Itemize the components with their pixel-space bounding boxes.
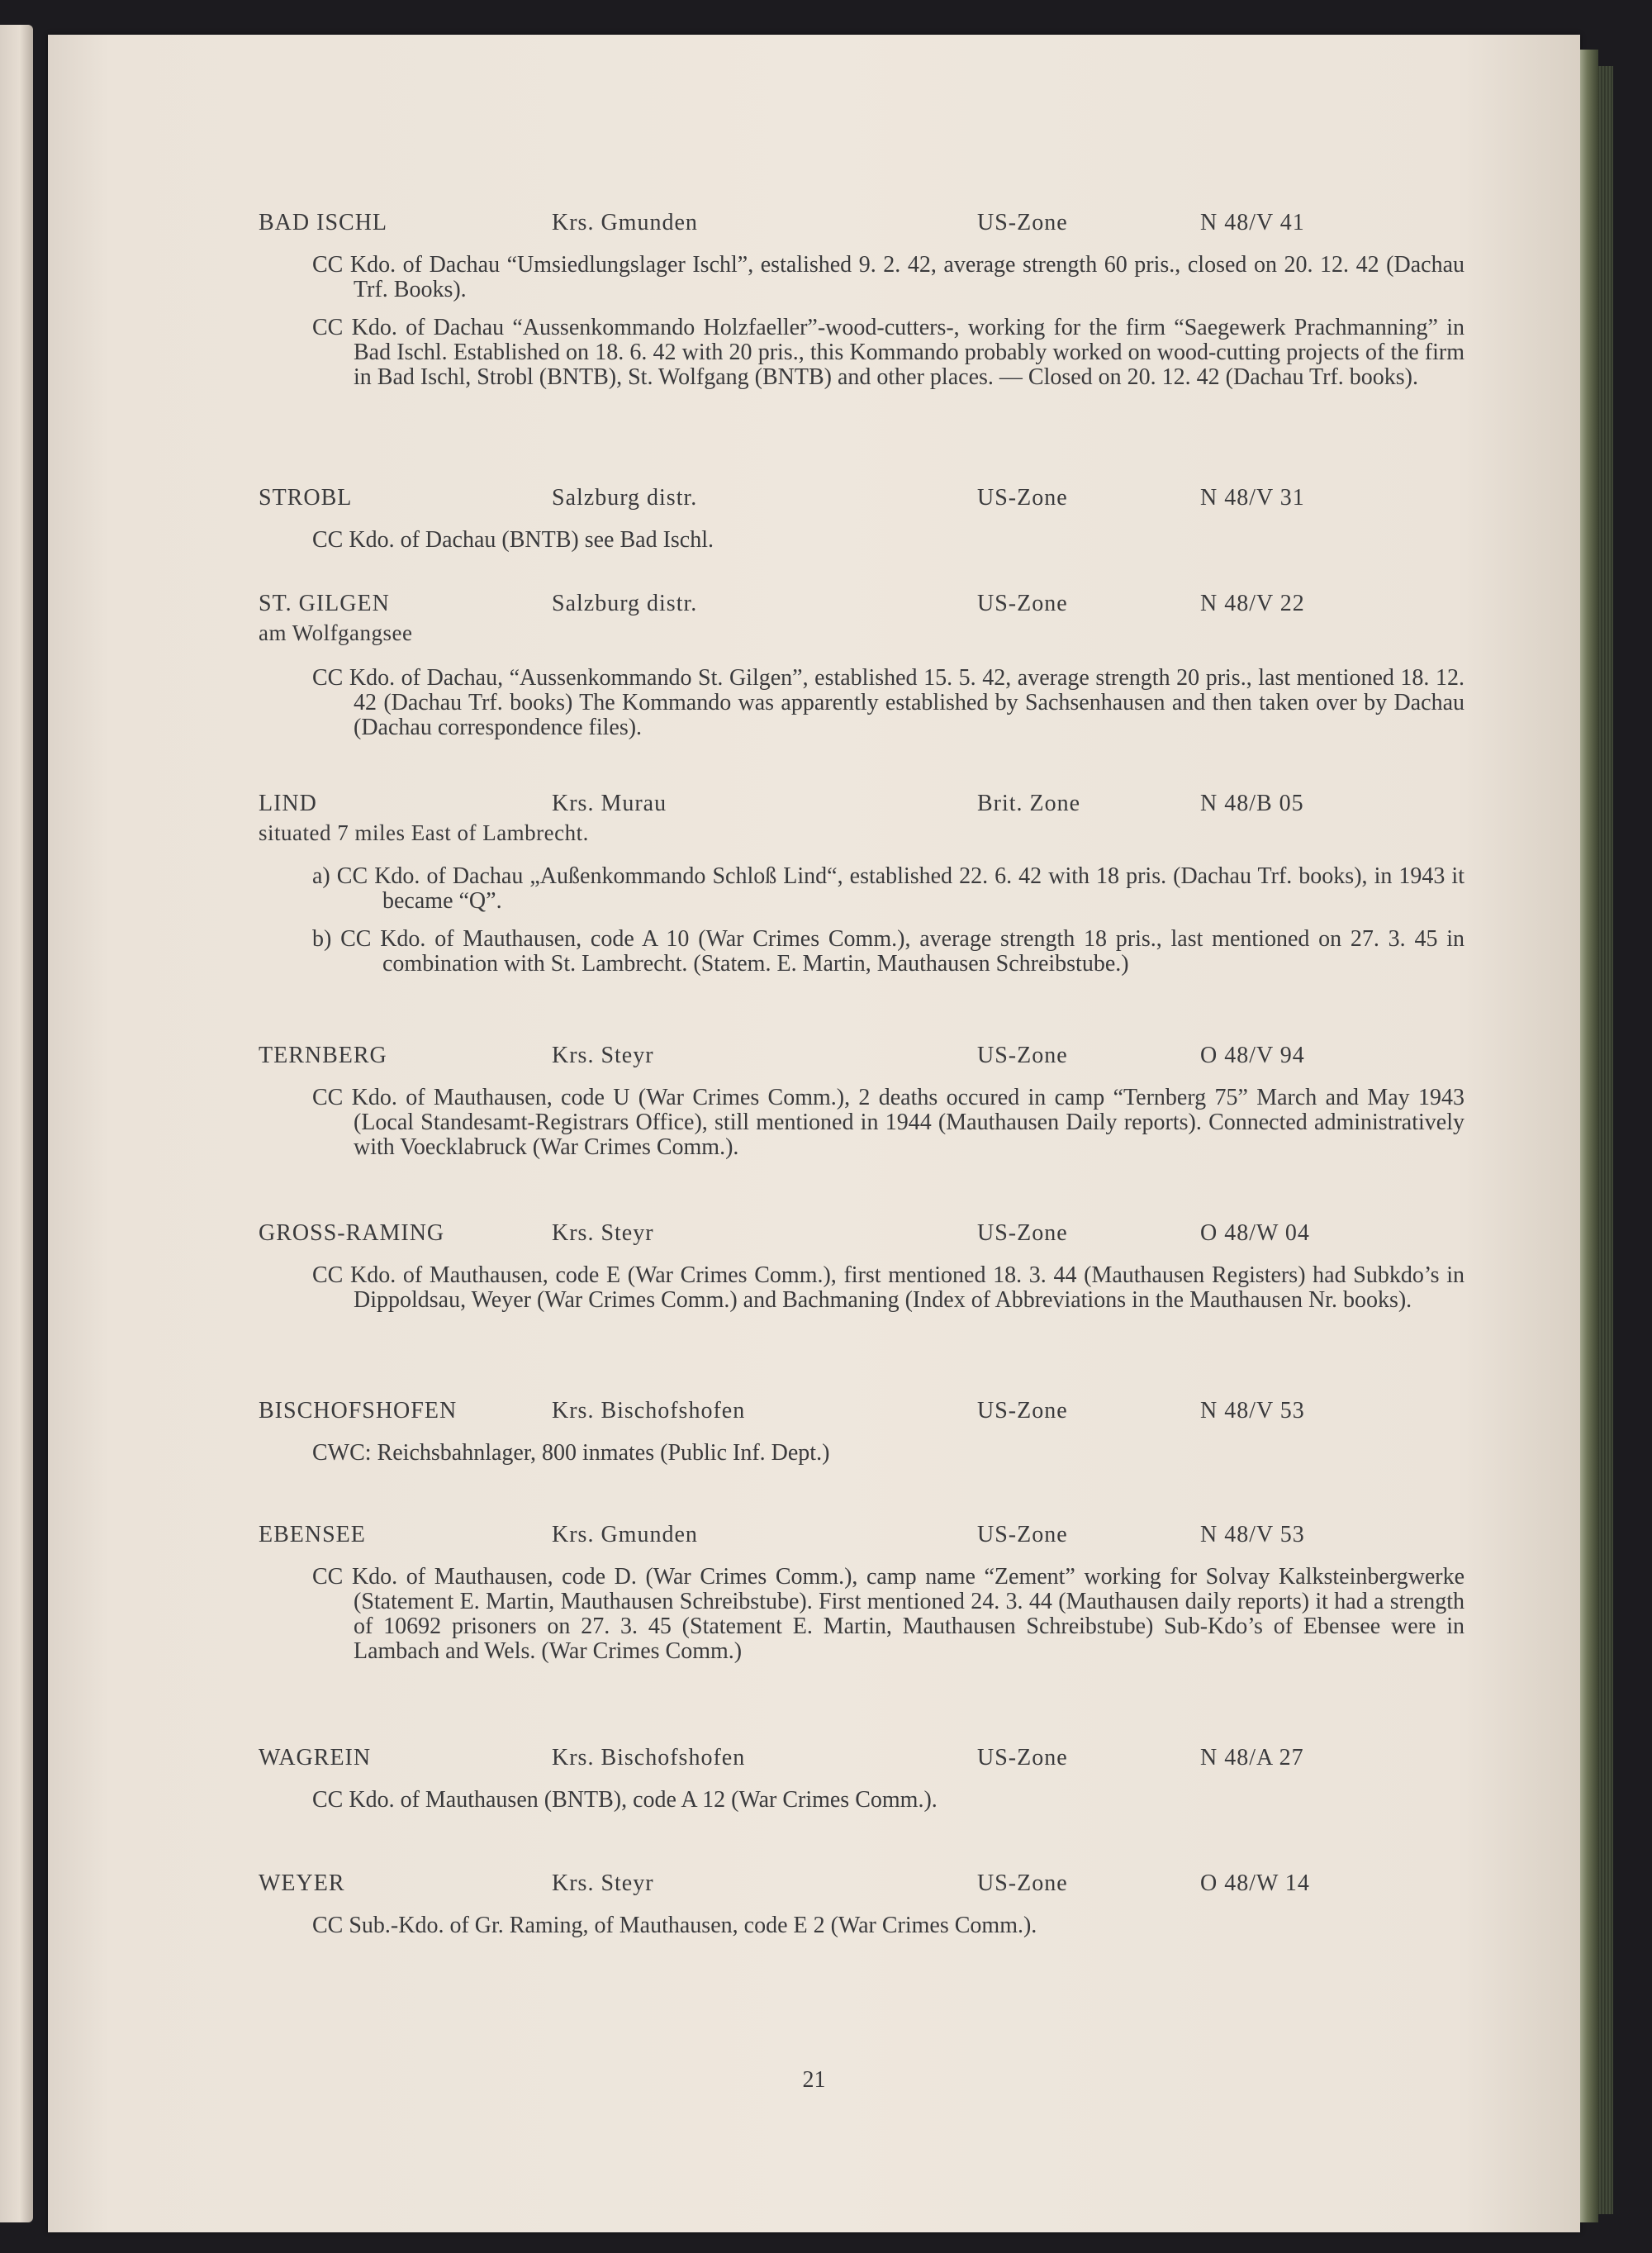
district: Krs. Steyr xyxy=(552,1043,654,1068)
map-reference: O 48/V 94 xyxy=(1200,1043,1305,1068)
zone: US-Zone xyxy=(977,1398,1068,1424)
map-reference: N 48/V 41 xyxy=(1200,210,1305,235)
book-page-stack xyxy=(1598,66,1613,2214)
place-name: EBENSEE xyxy=(259,1522,366,1547)
document-page xyxy=(48,35,1580,2232)
entry-header xyxy=(259,1522,1464,1552)
entry-weyer xyxy=(259,1870,1464,1938)
map-reference: N 48/V 22 xyxy=(1200,591,1305,616)
entry-header xyxy=(259,1220,1464,1250)
entry-wagrein xyxy=(259,1745,1464,1813)
zone: US-Zone xyxy=(977,591,1068,616)
district: Krs. Bischofshofen xyxy=(552,1745,746,1771)
facing-page-edge xyxy=(0,25,33,2222)
district: Krs. Bischofshofen xyxy=(552,1398,746,1424)
entry-header xyxy=(259,591,1464,620)
place-name: WAGREIN xyxy=(259,1745,372,1771)
map-reference: N 48/V 53 xyxy=(1200,1398,1305,1424)
entry-paragraph: CC Kdo. of Mauthausen, code U (War Crimes Comm.), 2 deaths occured in camp “Ternberg 75” March and May 1943 (Local Standesamt-Registrars Office), still mentioned in 1944 (Mauthausen Daily reports). Connected administratively with Voecklabruck (War Crimes Comm.). xyxy=(312,1085,1464,1160)
entry-paragraph: CC Kdo. of Dachau (BNTB) see Bad Ischl. xyxy=(312,527,714,553)
entry-item-a: a) CC Kdo. of Dachau „Außenkommando Schloß Lind“, established 22. 6. 42 with 18 pris. (Dachau Trf. books), in 1943 it became “Q”. xyxy=(312,863,1464,914)
zone: US-Zone xyxy=(977,210,1068,235)
entry-strobl xyxy=(259,485,1464,553)
map-reference: N 48/V 53 xyxy=(1200,1522,1305,1547)
place-name: BISCHOFSHOFEN xyxy=(259,1398,458,1424)
entry-paragraph: CC Kdo. of Dachau, “Aussenkommando St. Gilgen”, established 15. 5. 42, average strength 20 pris., last mentioned 18. 12. 42 (Dachau Trf. books) The Kommando was apparently established by Sachsenhausen and then taken over by Dachau (Dachau correspondence files). xyxy=(312,665,1464,740)
zone: US-Zone xyxy=(977,1745,1068,1771)
map-reference: N 48/A 27 xyxy=(1200,1745,1304,1771)
place-name: WEYER xyxy=(259,1870,345,1896)
district: Krs. Gmunden xyxy=(552,210,698,235)
entry-header xyxy=(259,1745,1464,1775)
entry-ebensee xyxy=(259,1522,1464,1664)
place-name: LIND xyxy=(259,791,317,816)
entry-st-gilgen xyxy=(259,591,1464,740)
entry-paragraph: CWC: Reichsbahnlager, 800 inmates (Public Inf. Dept.) xyxy=(312,1440,830,1466)
zone: US-Zone xyxy=(977,1043,1068,1068)
entry-paragraph: CC Kdo. of Mauthausen (BNTB), code A 12 (War Crimes Comm.). xyxy=(312,1787,938,1813)
map-reference: N 48/B 05 xyxy=(1200,791,1304,816)
map-reference: O 48/W 14 xyxy=(1200,1870,1310,1896)
entry-header xyxy=(259,791,1464,820)
entry-paragraph: CC Kdo. of Dachau “Umsiedlungslager Ischl”, estalished 9. 2. 42, average strength 60 pris., closed on 20. 12. 42 (Dachau Trf. Books). xyxy=(312,252,1464,302)
entry-header xyxy=(259,210,1464,240)
zone: US-Zone xyxy=(977,485,1068,511)
place-name: BAD ISCHL xyxy=(259,210,388,235)
district: Salzburg distr. xyxy=(552,485,698,511)
zone: US-Zone xyxy=(977,1220,1068,1246)
district: Salzburg distr. xyxy=(552,591,698,616)
district: Krs. Murau xyxy=(552,791,667,816)
entry-header xyxy=(259,1043,1464,1072)
place-name: TERNBERG xyxy=(259,1043,387,1068)
entry-header xyxy=(259,1870,1464,1900)
entry-header xyxy=(259,1398,1464,1428)
entry-paragraph: CC Sub.-Kdo. of Gr. Raming, of Mauthausen, code E 2 (War Crimes Comm.). xyxy=(312,1913,1037,1938)
zone: US-Zone xyxy=(977,1522,1068,1547)
entry-bad-ischl xyxy=(259,210,1464,390)
zone: Brit. Zone xyxy=(977,791,1081,816)
entry-ternberg xyxy=(259,1043,1464,1160)
entry-paragraph: CC Kdo. of Mauthausen, code D. (War Crimes Comm.), camp name “Zement” working for Solvay Kalksteinbergwerke (Statement E. Martin, Mauthausen Schreibstube). First mentioned 24. 3. 44 (Mauthausen daily reports) it had a strength of 10692 prisoners on 27. 3. 45 (Statement E. Martin, Mauthausen Schreibstube) Sub-Kdo’s of Ebensee were in Lambach and Wels. (War Crimes Comm.) xyxy=(312,1564,1464,1664)
entry-lind xyxy=(259,791,1464,977)
page-number: 21 xyxy=(802,2067,826,2093)
entry-item-b: b) CC Kdo. of Mauthausen, code A 10 (War Crimes Comm.), average strength 18 pris., last mentioned on 27. 3. 45 in combination with St. Lambrecht. (Statem. E. Martin, Mauthausen Schreibstube.) xyxy=(312,926,1464,977)
map-reference: N 48/V 31 xyxy=(1200,485,1305,511)
district: Krs. Gmunden xyxy=(552,1522,698,1547)
entry-gross-raming xyxy=(259,1220,1464,1313)
book-fore-edge xyxy=(1580,50,1598,2222)
entry-header xyxy=(259,485,1464,515)
entry-paragraph: CC Kdo. of Mauthausen, code E (War Crimes Comm.), first mentioned 18. 3. 44 (Mauthausen Registers) had Subkdo’s in Dippoldsau, Weyer (War Crimes Comm.) and Bachmaning (Index of Abbreviations in the Mauthausen Nr. books). xyxy=(312,1262,1464,1313)
entry-paragraph: CC Kdo. of Dachau “Aussenkommando Holzfaeller”-wood-cutters-, working for the firm “Saegewerk Prachmanning” in Bad Ischl. Established on 18. 6. 42 with 20 pris., this Kommando probably worked on wood-cutting projects of the firm in Bad Ischl, Strobl (BNTB), St. Wolfgang (BNTB) and other places. — Closed on 20. 12. 42 (Dachau Trf. books). xyxy=(312,315,1464,390)
zone: US-Zone xyxy=(977,1870,1068,1896)
place-subtitle: situated 7 miles East of Lambrecht. xyxy=(259,820,589,845)
district: Krs. Steyr xyxy=(552,1870,654,1896)
place-subtitle: am Wolfgangsee xyxy=(259,620,413,645)
place-name: STROBL xyxy=(259,485,353,511)
place-name: ST. GILGEN xyxy=(259,591,390,616)
entry-bischofshofen xyxy=(259,1398,1464,1466)
map-reference: O 48/W 04 xyxy=(1200,1220,1310,1246)
district: Krs. Steyr xyxy=(552,1220,654,1246)
place-name: GROSS-RAMING xyxy=(259,1220,445,1246)
